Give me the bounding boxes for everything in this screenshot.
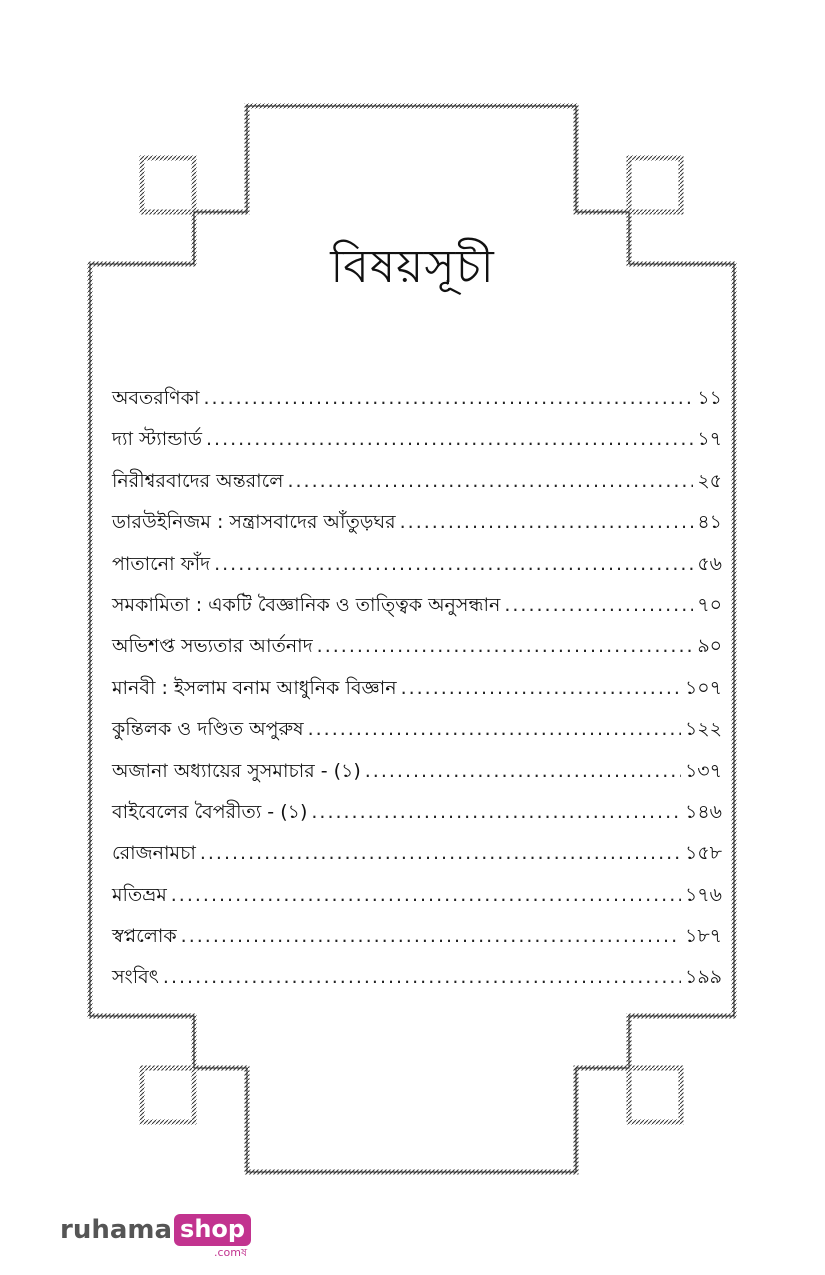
toc-entry bbox=[112, 839, 722, 880]
page-title: বিষয়সূচী bbox=[330, 239, 495, 293]
toc-entry-page: ১৪৬ bbox=[684, 800, 722, 823]
toc-dot-leader bbox=[163, 966, 681, 988]
toc-dot-leader bbox=[171, 884, 681, 906]
toc-entry-title: স্বপ্নলোক bbox=[112, 925, 177, 948]
toc-entry-title: নিরীশ্বরবাদের অন্তরালে bbox=[112, 469, 284, 492]
toc-entry-title: পাতানো ফাঁদ bbox=[112, 552, 211, 575]
logo-domain-text: .comষ bbox=[214, 1246, 248, 1259]
toc-entry bbox=[112, 757, 722, 798]
toc-entry-title: মতিভ্রম bbox=[112, 883, 167, 906]
toc-entry-page: ১১ bbox=[697, 387, 722, 409]
toc-entry bbox=[112, 632, 722, 673]
toc-entry-page: ১৭৬ bbox=[684, 883, 722, 906]
toc-entry-page: ৪১ bbox=[697, 511, 722, 534]
toc-entry-title: কুন্তিলক ও দণ্ডিত অপুরুষ bbox=[112, 718, 304, 741]
toc-entry-title: অভিশপ্ত সভ্যতার আর্তনাদ bbox=[112, 635, 313, 658]
toc-dot-leader bbox=[287, 470, 693, 492]
toc-entry bbox=[112, 715, 722, 756]
toc-dot-leader bbox=[214, 553, 693, 575]
toc-entry-title: দ্যা স্ট্যান্ডার্ড bbox=[112, 428, 202, 451]
toc-entry-title: সমকামিতা : একটি বৈজ্ঞানিক ও তাত্ত্বিক অনুসন্ধান bbox=[112, 593, 501, 616]
toc-entry bbox=[112, 963, 722, 1004]
toc-entry-title: বাইবেলের বৈপরীত্য - (১) bbox=[112, 800, 308, 823]
table-of-contents bbox=[112, 384, 722, 1005]
toc-entry bbox=[112, 881, 722, 922]
toc-entry-page: ১৯৯ bbox=[685, 966, 722, 989]
toc-dot-leader bbox=[401, 677, 681, 699]
toc-entry-page: ৫৬ bbox=[697, 552, 722, 575]
toc-entry-page: ৭০ bbox=[697, 593, 722, 616]
toc-entry bbox=[112, 384, 722, 425]
toc-entry-page: ১৫৮ bbox=[685, 842, 722, 865]
toc-entry-page: ১৮৭ bbox=[684, 925, 722, 948]
toc-dot-leader bbox=[181, 925, 681, 947]
toc-entry-page: ৯০ bbox=[697, 635, 722, 658]
toc-entry bbox=[112, 922, 722, 963]
toc-entry-page: ২৫ bbox=[697, 469, 722, 492]
toc-dot-leader bbox=[317, 635, 694, 657]
logo-brand-text: ruhama bbox=[60, 1215, 173, 1245]
toc-dot-leader bbox=[311, 801, 681, 823]
toc-entry-title: অজানা অধ্যায়ের সুসমাচার - (১) bbox=[112, 759, 361, 782]
toc-entry-title: মানবী : ইসলাম বনাম আধুনিক বিজ্ঞান bbox=[112, 676, 397, 699]
toc-entry-title: অবতরণিকা bbox=[112, 387, 200, 409]
toc-entry bbox=[112, 798, 722, 839]
toc-entry bbox=[112, 467, 722, 508]
toc-dot-leader bbox=[308, 718, 681, 740]
toc-entry bbox=[112, 674, 722, 715]
toc-entry-page: ১০৭ bbox=[684, 676, 722, 699]
toc-dot-leader bbox=[504, 594, 693, 616]
toc-entry bbox=[112, 425, 722, 466]
toc-dot-leader bbox=[365, 760, 681, 782]
toc-entry-page: ১৩৭ bbox=[684, 759, 722, 782]
toc-entry-page: ১২২ bbox=[684, 718, 722, 741]
logo-shop-text: shop bbox=[174, 1214, 251, 1246]
toc-dot-leader bbox=[400, 511, 694, 533]
logo-shop-box bbox=[174, 1212, 251, 1259]
toc-entry-title: সংবিৎ bbox=[112, 966, 159, 989]
toc-entry-title: ডারউইনিজম : সন্ত্রাসবাদের আঁতুড়ঘর bbox=[112, 511, 396, 534]
toc-dot-leader bbox=[203, 387, 693, 409]
toc-dot-leader bbox=[200, 842, 681, 864]
toc-entry-title: রোজনামচা bbox=[112, 842, 196, 865]
toc-entry bbox=[112, 591, 722, 632]
toc-dot-leader bbox=[206, 428, 693, 450]
publisher-logo bbox=[60, 1212, 251, 1262]
toc-entry bbox=[112, 550, 722, 591]
toc-entry bbox=[112, 508, 722, 549]
toc-entry-page: ১৭ bbox=[697, 428, 722, 451]
